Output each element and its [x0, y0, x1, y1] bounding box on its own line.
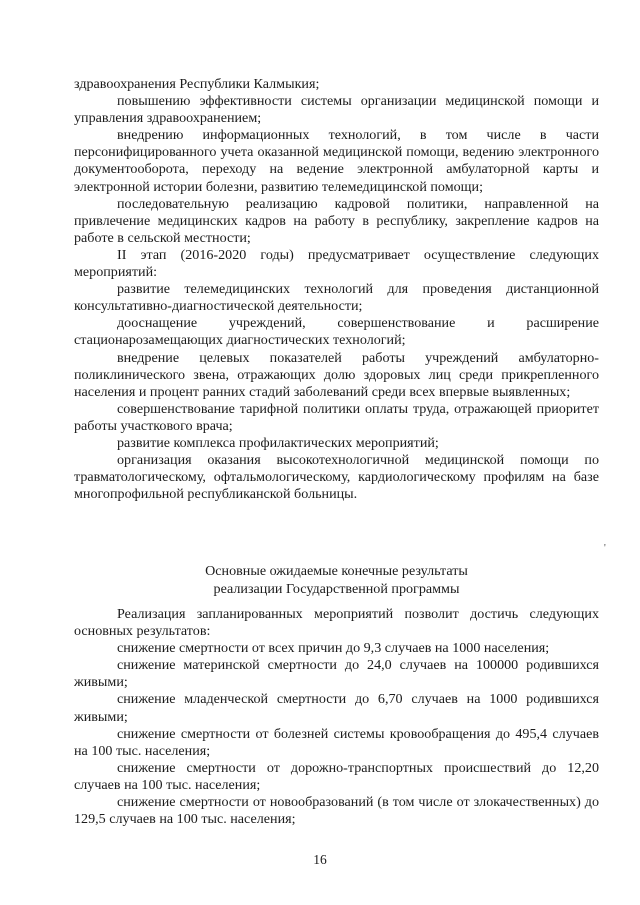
paragraph: совершенствование тарифной политики оплаты труда, отражающей приоритет работы участкового врача; [74, 400, 599, 434]
lower-text-block [74, 606, 599, 828]
margin-mark: ' [604, 543, 606, 554]
section-heading [74, 563, 599, 598]
section-heading-line: Основные ожидаемые конечные результаты [205, 563, 468, 579]
paragraph: повышению эффективности системы организации медицинской помощи и управления здравоохранением; [74, 93, 599, 127]
list-item: снижение младенческой смертности до 6,70 случаев на 1000 родившихся живыми; [74, 691, 599, 725]
paragraph: последовательную реализацию кадровой политики, направленной на привлечение медицинских кадров на работу в республику, закрепление кадров на работе в сельской местности; [74, 195, 599, 246]
upper-text-block [74, 76, 599, 503]
paragraph: Реализация запланированных мероприятий позволит достичь следующих основных результатов: [74, 606, 599, 640]
paragraph: II этап (2016-2020 годы) предусматривает осуществление следующих мероприятий: [74, 246, 599, 281]
list-item: снижение смертности от дорожно-транспортных происшествий до 12,20 случаев на 100 тыс. населения; [74, 759, 599, 793]
paragraph: развитие комплекса профилактических мероприятий; [117, 434, 439, 451]
list-item: снижение материнской смертности до 24,0 случаев на 100000 родившихся живыми; [74, 657, 599, 691]
paragraph: внедрению информационных технологий, в том числе в части персонифицированного учета оказанной медицинской помощи, ведению электронного документооборота, переходу на ведение электронной амбулаторной карты и электронной истории болезни, развитию телемедицинской помощи; [74, 127, 599, 195]
list-item: снижение смертности от болезней системы кровообращения до 495,4 случаев на 100 тыс. населения; [74, 725, 599, 759]
paragraph: внедрение целевых показателей работы учреждений амбулаторно-поликлинического звена, отражающих долю здоровых лиц среди прикрепленного населения и процент ранних стадий заболеваний среди всех впервые выявленных; [74, 349, 599, 400]
page-number: 16 [313, 852, 327, 867]
paragraph: развитие телемедицинских технологий для проведения дистанционной консультативно-диагностической деятельности; [74, 281, 599, 315]
paragraph: дооснащение учреждений, совершенствование и расширение стационарозамещающих диагностических технологий; [74, 315, 599, 349]
list-item: снижение смертности от всех причин до 9,3 случаев на 1000 населения; [117, 640, 550, 657]
paragraph: здравоохранения Республики Калмыкия; [74, 76, 320, 92]
section-heading-line: реализации Государственной программы [213, 580, 460, 597]
paragraph: организация оказания высокотехнологичной медицинской помощи по травматологическому, офтальмологическому, кардиологическому профилям на базе многопрофильной республиканской больницы. [74, 452, 599, 503]
list-item: снижение смертности от новообразований (в том числе от злокачественных) до 129,5 случаев на 100 тыс. населения; [74, 794, 599, 828]
